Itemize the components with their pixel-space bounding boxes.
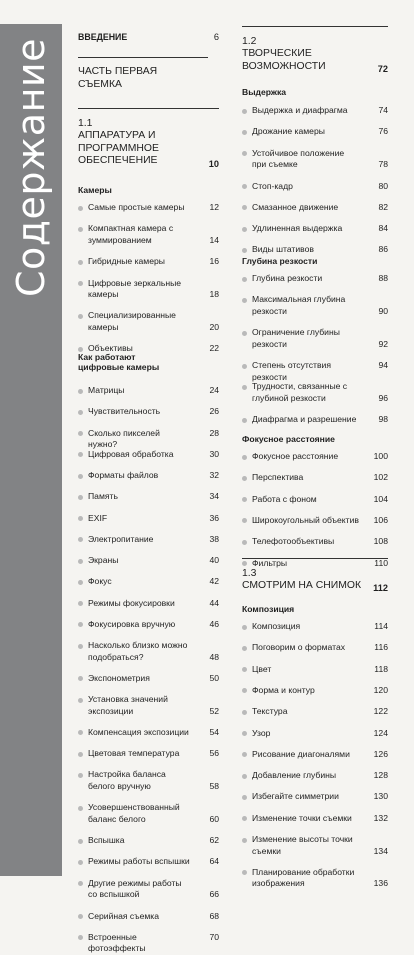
entry-page: 122: [373, 706, 388, 717]
entry-page: 62: [209, 835, 219, 846]
entry-page: 38: [209, 533, 219, 544]
bullet-icon: [78, 601, 83, 606]
bullet-icon: [242, 667, 247, 672]
toc-entry[interactable]: [242, 664, 388, 676]
entry-page: 54: [209, 726, 219, 737]
bullet-icon: [242, 455, 247, 460]
entry-title: Смазанное движение: [252, 201, 339, 212]
toc-entry[interactable]: [78, 769, 219, 792]
toc-entry[interactable]: [78, 694, 219, 717]
toc-entry[interactable]: [78, 598, 219, 610]
bullet-icon: [78, 730, 83, 735]
entry-title: Электропитание: [88, 533, 154, 544]
entry-page: 34: [209, 491, 219, 502]
toc-entry[interactable]: [242, 515, 388, 527]
entry-title: Насколько близко можно подобраться?: [88, 640, 188, 662]
entry-title: Вспышка: [88, 835, 125, 846]
entry-title: Поговорим о форматах: [252, 642, 346, 653]
bullet-icon: [78, 314, 83, 319]
entry-title: Добавление глубины: [252, 770, 337, 781]
bullet-icon: [78, 644, 83, 649]
toc-entry[interactable]: [242, 706, 388, 718]
entry-page: 96: [378, 392, 388, 403]
intro-entry[interactable]: [78, 32, 219, 42]
toc-entry[interactable]: [78, 223, 219, 246]
bullet-icon: [78, 773, 83, 778]
entry-title: Фокусировка вручную: [88, 618, 176, 629]
entry-title: EXIF: [88, 512, 108, 523]
entry-title: Компактная камера с зуммированием: [88, 223, 174, 245]
bullet-icon: [242, 277, 247, 282]
toc-entry[interactable]: [242, 728, 388, 740]
toc-entry[interactable]: [78, 911, 219, 923]
entry-title: Ограничение глубины резкости: [252, 327, 340, 349]
bullet-icon: [242, 205, 247, 210]
entry-title: Фокус: [88, 576, 112, 587]
toc-entry[interactable]: [242, 244, 388, 256]
bullet-icon: [242, 364, 247, 369]
bullet-icon: [78, 935, 83, 940]
toc-entry[interactable]: [78, 835, 219, 847]
bullet-icon: [78, 410, 83, 415]
entry-title: Перспектива: [252, 472, 304, 483]
bullet-icon: [242, 731, 247, 736]
entry-page: 64: [209, 856, 219, 867]
bullet-icon: [242, 151, 247, 156]
part-title: ЧАСТЬ ПЕРВАЯ СЪЕМКА: [78, 57, 208, 91]
bullet-icon: [78, 474, 83, 479]
section-page: 10: [208, 159, 219, 169]
entry-title: Форма и контур: [252, 684, 315, 695]
section-number: 1.1: [78, 118, 93, 129]
toc-entry[interactable]: [78, 513, 219, 525]
entry-page: 82: [378, 201, 388, 212]
bullet-icon: [242, 561, 247, 566]
toc-entry[interactable]: [242, 148, 388, 171]
entry-page: 94: [378, 360, 388, 371]
entry-page: 100: [373, 451, 388, 461]
toc-entry[interactable]: [242, 273, 388, 285]
bullet-icon: [242, 476, 247, 481]
entry-page: 32: [209, 470, 219, 480]
entry-page: 76: [378, 126, 388, 137]
entry-title: Настройка баланса белого вручную: [88, 769, 166, 792]
toc-entry[interactable]: [78, 202, 219, 214]
toc-entry[interactable]: [242, 642, 388, 654]
toc-entry[interactable]: [242, 360, 388, 382]
bullet-icon: [78, 559, 83, 564]
entry-title: Матрицы: [88, 385, 125, 395]
entry-title: Телефотообъективы: [252, 536, 335, 547]
entry-title: Фильтры: [252, 557, 288, 568]
bullet-icon: [242, 109, 247, 114]
bullet-icon: [78, 431, 83, 436]
entry-page: 104: [373, 493, 388, 504]
toc-entry[interactable]: [78, 534, 219, 546]
group-heading: Композиция: [242, 604, 295, 614]
section-page: 72: [377, 64, 388, 74]
entry-title: Цветовая температура: [88, 748, 180, 759]
entry-page: 98: [378, 414, 388, 425]
entry-page: 128: [373, 770, 388, 781]
entry-title: Режимы работы вспышки: [88, 856, 190, 867]
entry-page: 118: [374, 663, 388, 674]
entry-page: 70: [209, 931, 219, 942]
entry-title: Максимальная глубина резкости: [252, 294, 346, 316]
entry-title: Удлиненная выдержка: [252, 223, 343, 234]
entry-page: 90: [378, 305, 388, 316]
bullet-icon: [78, 537, 83, 542]
toc-entry[interactable]: [242, 813, 388, 825]
entry-page: 12: [209, 202, 219, 212]
bullet-icon: [242, 418, 247, 423]
entry-title: Диафрагма и разрешение: [252, 414, 357, 425]
section-1-1[interactable]: [78, 108, 219, 168]
toc-entry[interactable]: [242, 685, 388, 697]
toc-entry[interactable]: [242, 558, 388, 570]
section-title: ТВОРЧЕСКИЕ ВОЗМОЖНОСТИ: [242, 48, 326, 72]
bullet-icon: [242, 248, 247, 253]
entry-title: Цвет: [252, 663, 272, 674]
bullet-icon: [242, 331, 247, 336]
entry-page: 44: [209, 597, 219, 608]
entry-page: 28: [209, 427, 219, 438]
entry-title: Память: [88, 491, 118, 502]
entry-page: 14: [209, 234, 219, 245]
toc-entry[interactable]: [242, 327, 388, 350]
bullet-icon: [242, 130, 247, 135]
bullet-icon: [242, 518, 247, 523]
entry-title: Рисование диагоналями: [252, 748, 350, 759]
entry-page: 126: [373, 748, 388, 759]
entry-page: 130: [373, 791, 388, 802]
toc-entry[interactable]: [242, 202, 388, 214]
entry-page: 46: [209, 618, 219, 629]
toc-entry[interactable]: [242, 381, 388, 404]
entry-page: 108: [373, 536, 388, 547]
toc-entry[interactable]: [78, 427, 219, 450]
bullet-icon: [242, 774, 247, 779]
toc-entry[interactable]: [78, 673, 219, 685]
toc-entry[interactable]: [242, 472, 388, 484]
toc-entry[interactable]: [242, 536, 388, 548]
entry-page: 36: [209, 512, 219, 523]
entry-page: 80: [378, 180, 388, 191]
entry-title: Фокусное расстояние: [252, 451, 339, 461]
entry-title: Другие режимы работы со вспышкой: [88, 877, 182, 900]
bullet-icon: [242, 540, 247, 545]
entry-title: Установка значений экспозиции: [88, 694, 168, 716]
toc-entry[interactable]: [242, 294, 388, 317]
toc-entry[interactable]: [78, 406, 219, 418]
section-page: 112: [373, 583, 388, 593]
toc-entry[interactable]: [242, 414, 388, 426]
bullet-icon: [242, 752, 247, 757]
bullet-icon: [78, 914, 83, 919]
bullet-icon: [78, 881, 83, 886]
entry-title: Глубина резкости: [252, 273, 323, 283]
entry-page: 42: [209, 576, 219, 587]
section-title: АППАРАТУРА И ПРОГРАММНОЕ ОБЕСПЕЧЕНИЕ: [78, 130, 159, 166]
group-heading: Фокусное расстояние: [242, 434, 335, 444]
bullet-icon: [78, 839, 83, 844]
entry-title: Композиция: [252, 621, 301, 631]
toc-entry[interactable]: [78, 931, 219, 954]
entry-title: Устойчивое положение при съемке: [252, 147, 345, 170]
entry-page: 78: [378, 159, 388, 170]
bullet-icon: [78, 206, 83, 211]
entry-page: 66: [209, 889, 219, 900]
entry-title: Гибридные камеры: [88, 256, 165, 267]
entry-page: 120: [373, 684, 388, 695]
toc-entry[interactable]: [78, 619, 219, 631]
entry-page: 136: [373, 878, 388, 889]
entry-page: 124: [373, 727, 388, 738]
entry-page: 88: [378, 273, 388, 283]
intro-label: ВВЕДЕНИЕ: [78, 32, 128, 42]
entry-title: Планирование обработки изображения: [252, 866, 355, 889]
entry-title: Чувствительность: [88, 406, 161, 417]
toc-entry[interactable]: [78, 491, 219, 503]
entry-page: 26: [209, 406, 219, 417]
entry-title: Избегайте симметрии: [252, 791, 339, 802]
toc-entry[interactable]: [78, 256, 219, 268]
entry-page: 84: [378, 223, 388, 234]
bullet-icon: [78, 580, 83, 585]
entry-page: 106: [373, 514, 388, 525]
bullet-icon: [78, 452, 83, 457]
entry-title: Самые простые камеры: [88, 202, 185, 212]
entry-title: Цифровые зеркальные камеры: [88, 277, 182, 300]
entry-page: 114: [374, 621, 388, 631]
entry-page: 60: [209, 813, 219, 824]
toc-entry[interactable]: [78, 278, 219, 301]
entry-title: Специализированные камеры: [88, 310, 176, 332]
section-title: СМОТРИМ НА СНИМОК: [242, 580, 362, 591]
entry-page: 58: [209, 781, 219, 792]
toc-entry[interactable]: [242, 223, 388, 235]
bullet-icon: [78, 806, 83, 811]
toc-entry[interactable]: [242, 770, 388, 782]
entry-page: 134: [373, 845, 388, 856]
entry-page: 40: [209, 555, 219, 565]
entry-page: 30: [209, 448, 219, 459]
sidebar-title: Содержание: [9, 38, 53, 297]
group-heading: Камеры: [78, 185, 112, 195]
toc-entry[interactable]: [78, 878, 219, 901]
toc-entry[interactable]: [78, 640, 219, 663]
entry-page: 116: [374, 642, 388, 653]
bullet-icon: [242, 184, 247, 189]
entry-title: Дрожание камеры: [252, 126, 325, 137]
bullet-icon: [242, 497, 247, 502]
bullet-icon: [242, 385, 247, 390]
group-heading: Глубина резкости: [242, 256, 318, 266]
entry-page: 20: [209, 321, 219, 332]
entry-page: 18: [209, 289, 219, 300]
entry-page: 56: [209, 748, 219, 759]
entry-title: Объективы: [88, 343, 133, 354]
entry-page: 16: [209, 256, 219, 267]
toc-entry[interactable]: [78, 576, 219, 588]
entry-title: Экраны: [88, 555, 119, 565]
group-heading: Выдержка: [242, 87, 287, 97]
entry-title: Трудности, связанные с глубиной резкости: [252, 381, 348, 403]
entry-title: Компенсация экспозиции: [88, 726, 189, 737]
entry-page: 110: [374, 557, 388, 568]
entry-title: Изменение высоты точки съемки: [252, 834, 353, 856]
entry-title: Усовершенствованный баланс белого: [88, 802, 180, 824]
bullet-icon: [78, 260, 83, 265]
entry-title: Экспонометрия: [88, 672, 150, 683]
toc-entry[interactable]: [242, 621, 388, 633]
entry-title: Виды штативов: [252, 244, 314, 255]
entry-title: Стоп-кадр: [252, 180, 293, 191]
toc-entry[interactable]: [78, 449, 219, 461]
bullet-icon: [242, 646, 247, 651]
section-1-2[interactable]: [242, 26, 388, 73]
toc-entry[interactable]: [78, 748, 219, 760]
toc-entry[interactable]: [242, 867, 388, 890]
toc-entry[interactable]: [78, 385, 219, 397]
toc-entry[interactable]: [242, 494, 388, 506]
bullet-icon: [78, 752, 83, 757]
entry-title: Сколько пикселей нужно?: [88, 427, 160, 450]
toc-entry[interactable]: [78, 310, 219, 333]
entry-title: Изменение точки съемки: [252, 812, 352, 823]
bullet-icon: [242, 816, 247, 821]
entry-page: 22: [209, 343, 219, 354]
entry-title: Выдержка и диафрагма: [252, 105, 348, 115]
entry-title: Цифровая обработка: [88, 448, 174, 459]
bullet-icon: [242, 227, 247, 232]
group-heading: Как работают цифровые камеры: [78, 352, 160, 372]
entry-title: Работа с фоном: [252, 493, 317, 504]
entry-title: Встроенные фотоэффекты: [88, 931, 146, 954]
entry-page: 92: [378, 338, 388, 349]
bullet-icon: [78, 676, 83, 681]
entry-title: Текстура: [252, 706, 288, 717]
toc-entry[interactable]: [242, 126, 388, 138]
entry-page: 86: [378, 244, 388, 255]
toc-entry[interactable]: [242, 181, 388, 193]
bullet-icon: [78, 281, 83, 286]
bullet-icon: [242, 298, 247, 303]
entry-page: 102: [373, 472, 388, 483]
toc-entry[interactable]: [242, 451, 388, 463]
bullet-icon: [78, 860, 83, 865]
toc-entry[interactable]: [78, 727, 219, 739]
toc-entry[interactable]: [242, 791, 388, 803]
bullet-icon: [242, 688, 247, 693]
bullet-icon: [242, 838, 247, 843]
entry-page: 74: [378, 105, 388, 115]
toc-entry[interactable]: [242, 749, 388, 761]
entry-title: Широкоугольный объектив: [252, 514, 359, 525]
entry-page: 24: [209, 385, 219, 395]
toc-entry[interactable]: [78, 470, 219, 482]
section-number: 1.3: [242, 568, 257, 579]
toc-entry[interactable]: [78, 802, 219, 825]
entry-title: Узор: [252, 727, 271, 738]
bullet-icon: [242, 710, 247, 715]
toc-entry[interactable]: [78, 856, 219, 868]
entry-page: 132: [373, 812, 388, 823]
bullet-icon: [78, 622, 83, 627]
toc-entry[interactable]: [242, 105, 388, 117]
entry-page: 50: [209, 672, 219, 683]
bullet-icon: [78, 389, 83, 394]
bullet-icon: [242, 870, 247, 875]
section-number: 1.2: [242, 36, 257, 47]
bullet-icon: [78, 495, 83, 500]
bullet-icon: [78, 516, 83, 521]
entry-title: Форматы файлов: [88, 470, 159, 480]
bullet-icon: [78, 698, 83, 703]
entry-title: Режимы фокусировки: [88, 597, 175, 608]
bullet-icon: [242, 795, 247, 800]
toc-entry[interactable]: [242, 834, 388, 857]
bullet-icon: [242, 625, 247, 630]
entry-page: 68: [209, 910, 219, 921]
toc-entry[interactable]: [78, 555, 219, 567]
entry-page: 48: [209, 651, 219, 662]
intro-page: 6: [213, 32, 219, 42]
entry-page: 52: [209, 705, 219, 716]
bullet-icon: [78, 227, 83, 232]
entry-title: Степень отсутствия резкости: [252, 360, 331, 382]
entry-title: Серийная съемка: [88, 910, 160, 921]
